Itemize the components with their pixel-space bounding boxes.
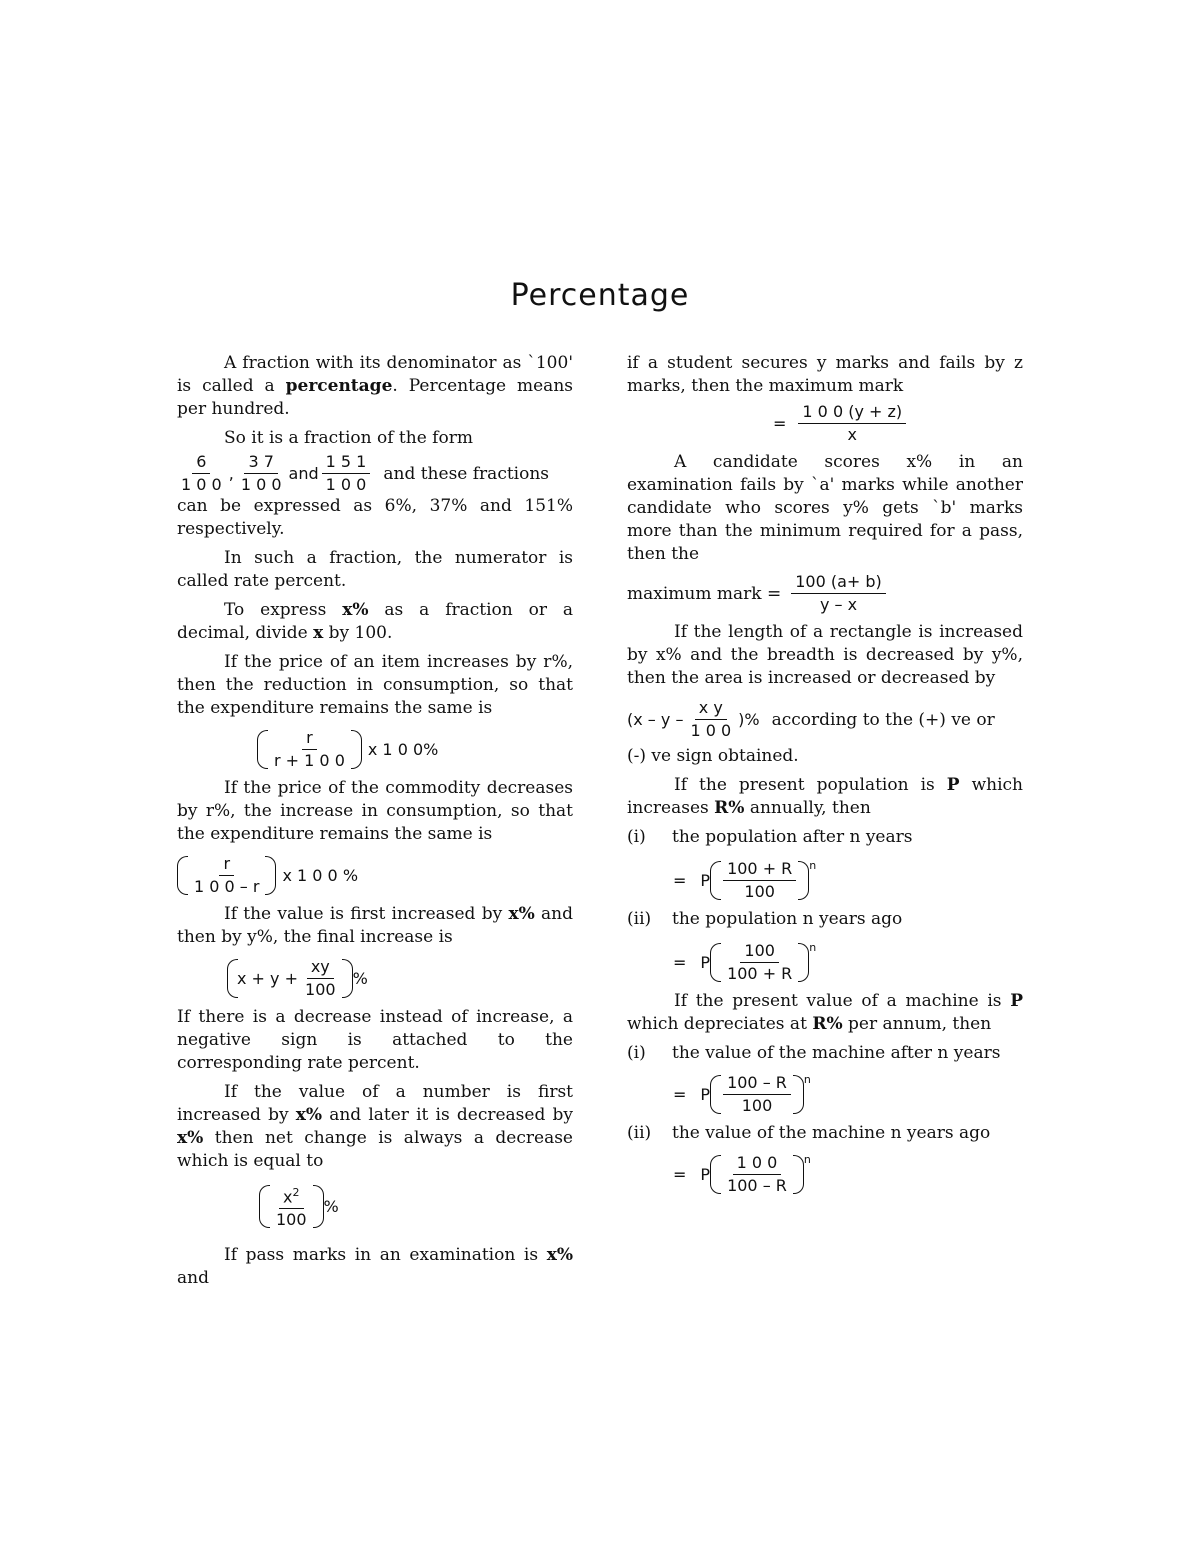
equals-sign: = [673, 1165, 687, 1184]
denominator: 100 [305, 980, 336, 999]
text: A fraction with its denominator as `100' is called a [177, 353, 573, 396]
var-x-percent: x% [546, 1245, 573, 1266]
equals-sign: = [673, 871, 687, 890]
formula-max-mark-1 [773, 402, 1023, 445]
population-paragraph [627, 774, 1023, 820]
fraction [190, 854, 263, 897]
denominator: 100 [744, 882, 775, 901]
student-marks-paragraph: if a student secures y marks and fails by z marks, then the maximum mark [627, 353, 1023, 396]
numerator [279, 1183, 303, 1209]
exponent-n: n [809, 859, 817, 872]
fraction [798, 402, 906, 445]
comma: , [228, 464, 234, 483]
numerator: 1 5 1 [322, 452, 371, 474]
multiplier: x 1 0 0 % [282, 866, 359, 885]
numerator: 100 (a+ b) [791, 572, 886, 594]
percent-examples: can be expressed as 6%, 37% and 151% respectively. [177, 496, 573, 539]
increase-then-decrease-paragraph [177, 1081, 573, 1173]
parenthesis-group [257, 728, 362, 771]
form-paragraph: So it is a fraction of the form [224, 428, 473, 448]
list-item [627, 826, 1023, 849]
var-p: P [700, 871, 711, 890]
price-increase-paragraph: If the price of an item increases by r%, then the reduction in consumption, so that the expenditure remains the same is [177, 652, 573, 718]
text: If the value of a number is first increased by [177, 1082, 573, 1125]
denominator: 1 0 0 [325, 475, 367, 494]
and-word: and [288, 464, 319, 483]
denominator: 1 0 0 – r [194, 877, 260, 896]
text: annually, then [744, 798, 871, 818]
price-decrease-paragraph: If the price of the commodity decreases by r%, the increase in consumption, so that the expenditure remains the same is [177, 778, 573, 844]
multiplier: x 1 0 0% [367, 740, 439, 759]
fraction [723, 1153, 791, 1196]
list-marker: (i) [627, 1043, 646, 1063]
var-x-percent: x% [295, 1105, 323, 1125]
parenthesis-group [710, 941, 809, 984]
exponent: 2 [292, 1186, 300, 1199]
numerator: 1 0 0 [733, 1153, 782, 1175]
right-column [627, 352, 1023, 1200]
denominator: 100 [741, 1096, 773, 1115]
numerator: 3 7 [244, 452, 277, 474]
parenthesis-group [710, 1153, 804, 1196]
denominator: 100 + R [727, 964, 793, 983]
text: and then by y%, the final increase is [177, 904, 573, 947]
denominator: 1 0 0 [690, 721, 732, 740]
numerator: 100 + R [723, 859, 796, 881]
formula-area-change [627, 698, 1023, 741]
parenthesis-group [710, 859, 809, 902]
example-fractions [177, 452, 573, 495]
denominator: r + 1 0 0 [274, 751, 345, 770]
fraction [301, 957, 340, 1000]
var-r-percent: R% [812, 1014, 843, 1034]
numerator: 100 [740, 941, 779, 963]
parenthesis-group [259, 1183, 324, 1230]
text: by 100. [323, 623, 393, 643]
successive-increase-paragraph [177, 903, 573, 949]
text: according to the (+) ve or [771, 709, 995, 730]
list-item [627, 908, 1023, 931]
numerator: 6 [192, 452, 210, 474]
label: maximum mark = [627, 583, 782, 604]
numerator: r [219, 854, 234, 876]
var-p: P [700, 1085, 711, 1104]
list-marker: (ii) [627, 909, 652, 929]
text: per annum, then [842, 1014, 992, 1034]
candidate-paragraph: A candidate scores x% in an examination fails by `a' marks while another candidate who scores y% gets `b' marks more than the minimum required for a pass, then the [627, 452, 1023, 564]
equals-sign: = [673, 1085, 687, 1104]
formula-population-ago [673, 941, 1023, 984]
exponent-n: n [803, 1153, 811, 1166]
numerator: 100 – R [723, 1073, 791, 1095]
expression: (x – y – [627, 710, 684, 729]
sign-note: (-) ve sign obtained. [627, 746, 799, 766]
express-paragraph [177, 599, 573, 645]
percent-sign: % [352, 969, 368, 988]
var-p: P [1010, 991, 1023, 1011]
pass-marks-paragraph [177, 1244, 573, 1290]
text: and these fractions [383, 463, 550, 484]
text: If pass marks in an examination is [224, 1245, 547, 1266]
formula-machine-after [673, 1073, 1023, 1116]
var-p: P [946, 775, 960, 795]
var-x: x [313, 623, 324, 643]
denominator: 100 [276, 1210, 307, 1230]
fraction-6-100 [177, 452, 226, 495]
fraction [272, 1183, 311, 1230]
denominator: 1 0 0 [181, 475, 222, 494]
text: then net change is always a decrease which is equal to [177, 1128, 573, 1171]
text: If the present population is [674, 775, 947, 795]
text: If the present value of a machine is [674, 991, 1011, 1011]
var-x-percent: x% [177, 1128, 204, 1148]
page-title: Percentage [510, 278, 690, 313]
rate-percent-paragraph: In such a fraction, the numerator is called rate percent. [177, 548, 573, 591]
list-text: the value of the machine n years ago [672, 1123, 991, 1143]
numerator: xy [307, 957, 334, 979]
text: and [177, 1268, 209, 1289]
text: and later it is decreased by [322, 1105, 573, 1125]
text: as a fraction or a decimal, divide [177, 600, 573, 643]
fraction-151-100 [322, 452, 371, 495]
decrease-note-paragraph: If there is a decrease instead of increase, a negative sign is attached to the corresponding rate percent. [177, 1007, 573, 1073]
parenthesis-group [177, 854, 276, 897]
text: . Percentage means per hundred. [177, 376, 573, 419]
intro-paragraph [177, 352, 573, 421]
expression: x + y + [237, 969, 299, 988]
formula-increase [177, 854, 573, 897]
formula-net-decrease [259, 1183, 573, 1230]
fraction [723, 859, 796, 902]
numerator: x y [695, 698, 727, 720]
list-marker: (i) [627, 827, 646, 847]
var-p: P [700, 953, 711, 972]
equals-sign: = [773, 414, 787, 433]
exponent-n: n [809, 941, 817, 954]
text: If the value is first increased by [224, 904, 509, 924]
fraction [791, 572, 886, 615]
formula-reduction [257, 728, 573, 771]
parenthesis-group [227, 957, 353, 1000]
fraction [723, 1073, 791, 1116]
exponent-n: n [803, 1073, 811, 1086]
formula-final-increase [227, 957, 573, 1000]
fraction [723, 941, 796, 984]
fraction [270, 728, 349, 771]
term-percentage: percentage [285, 376, 393, 396]
formula-machine-ago [673, 1153, 1023, 1196]
percent-sign: )% [738, 710, 760, 729]
formula-population-after [673, 859, 1023, 902]
numerator: 1 0 0 (y + z) [798, 402, 906, 424]
fraction [686, 698, 735, 741]
fraction-37-100 [237, 452, 286, 495]
machine-paragraph [627, 990, 1023, 1036]
text: To express [224, 600, 343, 620]
parenthesis-group [710, 1073, 804, 1116]
numerator: r [302, 728, 317, 750]
text: which increases [627, 775, 1023, 818]
left-column [177, 352, 573, 1290]
list-text: the population n years ago [672, 909, 903, 929]
list-text: the value of the machine after n years [672, 1043, 1001, 1063]
list-item [627, 1042, 1023, 1065]
formula-max-mark-2 [627, 572, 1023, 615]
equals-sign: = [673, 953, 687, 972]
list-text: the population after n years [672, 827, 913, 847]
list-marker: (ii) [627, 1123, 652, 1143]
var-r-percent: R% [714, 798, 745, 818]
percent-sign: % [323, 1197, 339, 1217]
denominator: 100 – R [727, 1176, 787, 1195]
var-x-percent: x% [508, 904, 535, 924]
rectangle-paragraph: If the length of a rectangle is increased by x% and the breadth is decreased by y%, then the area is increased or decreased by [627, 622, 1023, 688]
var-p: P [700, 1165, 711, 1184]
denominator: 1 0 0 [240, 475, 282, 494]
var-x-percent: x% [342, 600, 369, 620]
denominator: x [847, 425, 857, 444]
text: which depreciates at [627, 1014, 813, 1034]
denominator: y – x [819, 595, 858, 614]
base: x [283, 1187, 293, 1207]
list-item [627, 1122, 1023, 1145]
